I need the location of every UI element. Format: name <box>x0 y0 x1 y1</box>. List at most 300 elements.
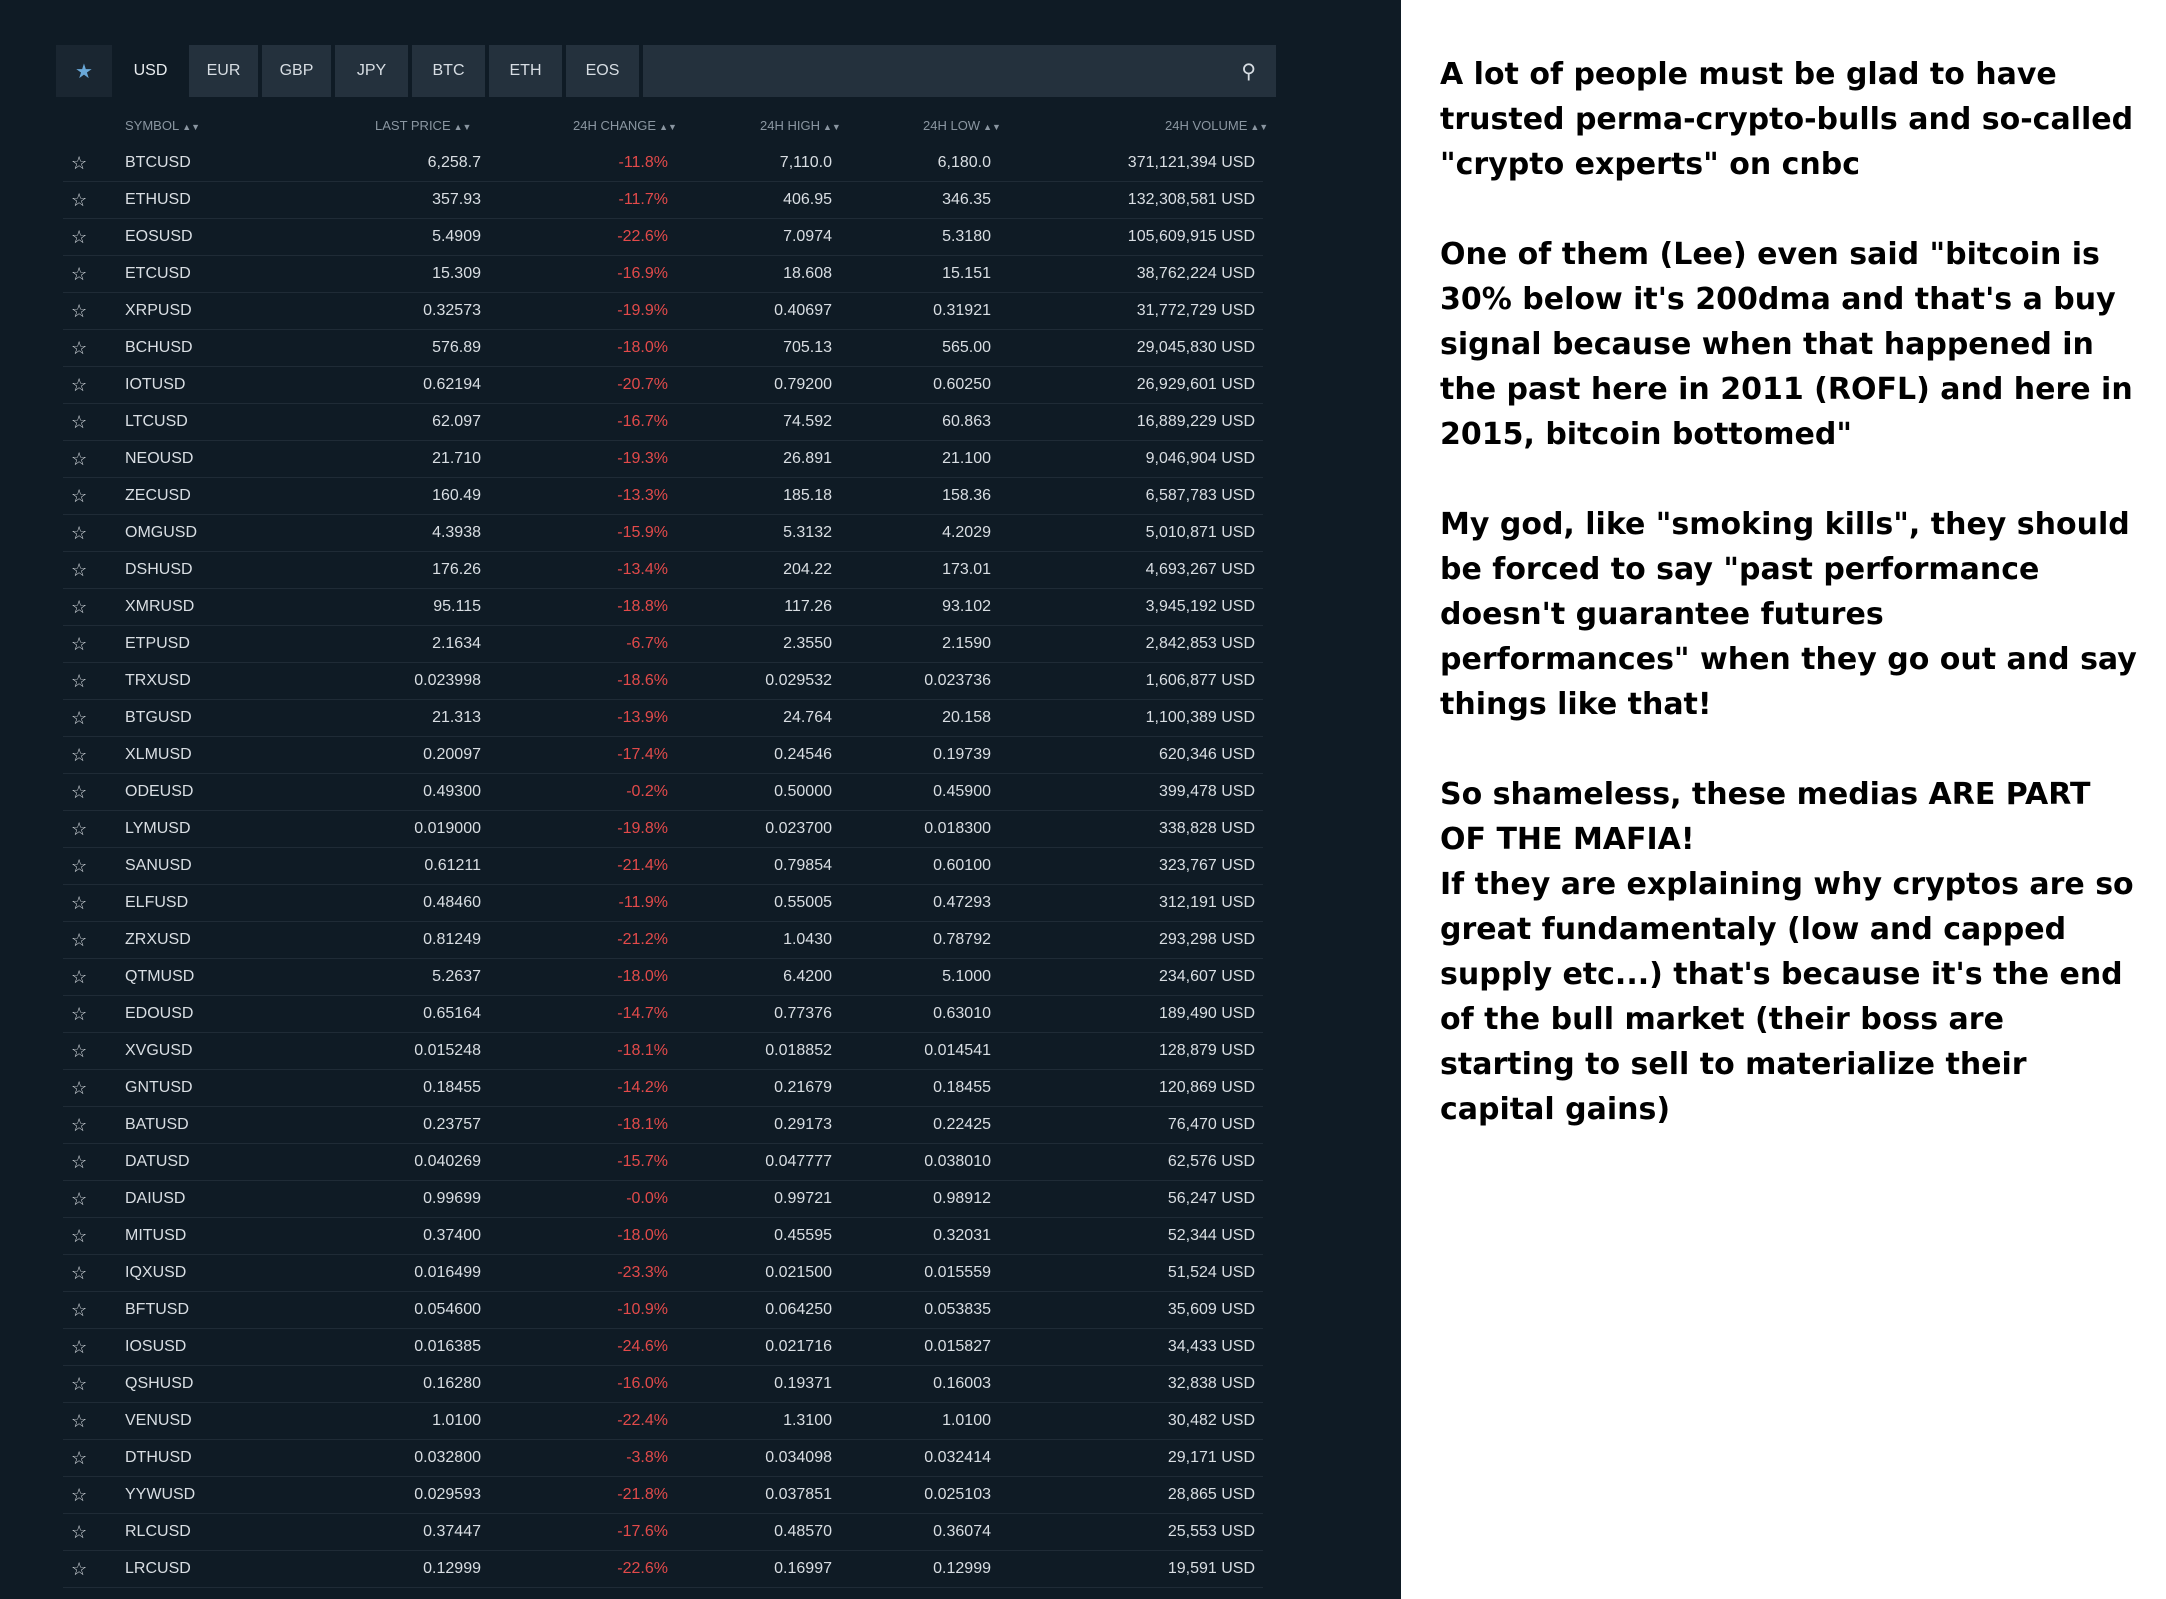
volume-cell: 62,576 USD <box>1167 1153 1255 1170</box>
symbol-cell: TRXUSD <box>125 672 191 689</box>
high-cell: 185.18 <box>783 487 832 504</box>
high-cell: 0.48570 <box>774 1523 832 1540</box>
volume-cell: 323,767 USD <box>1158 857 1255 874</box>
table-row[interactable] <box>63 663 1263 700</box>
header-last-price[interactable] <box>375 118 471 133</box>
tab-btc[interactable] <box>412 45 485 97</box>
table-row[interactable] <box>63 1403 1263 1440</box>
volume-cell: 3,945,192 USD <box>1145 598 1255 615</box>
favorite-star-icon[interactable]: ☆ <box>71 338 88 358</box>
last-price-cell: 0.37400 <box>423 1227 481 1244</box>
ticker-table <box>63 145 1263 1588</box>
last-price-cell: 0.37447 <box>423 1523 481 1540</box>
table-row[interactable] <box>63 1218 1263 1255</box>
high-cell: 1.0430 <box>783 931 832 948</box>
symbol-cell: ODEUSD <box>125 783 194 800</box>
tab-label: EUR <box>206 62 241 79</box>
tab-eth[interactable] <box>489 45 562 97</box>
last-price-cell: 0.18455 <box>423 1079 481 1096</box>
favorite-star-icon[interactable]: ☆ <box>71 190 88 210</box>
last-price-cell: 0.65164 <box>423 1005 481 1022</box>
change-cell: -11.8% <box>618 154 668 171</box>
table-row[interactable] <box>63 848 1263 885</box>
favorite-star-icon[interactable]: ☆ <box>71 1522 88 1542</box>
favorite-star-icon[interactable]: ☆ <box>71 1300 88 1320</box>
volume-cell: 1,606,877 USD <box>1145 672 1255 689</box>
change-cell: -14.2% <box>617 1079 668 1096</box>
high-cell: 7,110.0 <box>779 154 832 171</box>
volume-cell: 76,470 USD <box>1167 1116 1255 1133</box>
volume-cell: 31,772,729 USD <box>1136 302 1255 319</box>
last-price-cell: 5.2637 <box>432 968 481 985</box>
symbol-cell: ETPUSD <box>125 635 190 652</box>
tab-label: EOS <box>585 62 620 79</box>
volume-cell: 19,591 USD <box>1167 1560 1255 1577</box>
favorite-star-icon[interactable]: ☆ <box>71 153 88 173</box>
table-row[interactable] <box>63 1329 1263 1366</box>
change-cell: -11.7% <box>618 191 668 208</box>
high-cell: 0.40697 <box>774 302 832 319</box>
low-cell: 60.863 <box>942 413 991 430</box>
last-price-cell: 0.032800 <box>414 1449 481 1466</box>
sort-icon: ▲▼ <box>822 122 841 132</box>
favorite-star-icon[interactable]: ☆ <box>71 597 88 617</box>
favorite-star-icon[interactable]: ☆ <box>71 782 88 802</box>
volume-cell: 189,490 USD <box>1158 1005 1255 1022</box>
tab-label: ETH <box>509 62 542 79</box>
symbol-cell: DAIUSD <box>125 1190 186 1207</box>
high-cell: 26.891 <box>783 450 832 467</box>
last-price-cell: 2.1634 <box>432 635 481 652</box>
table-row[interactable] <box>63 589 1263 626</box>
table-row[interactable] <box>63 774 1263 811</box>
low-cell: 0.78792 <box>933 931 991 948</box>
favorite-star-icon[interactable]: ☆ <box>71 1041 88 1061</box>
table-row[interactable] <box>63 626 1263 663</box>
volume-cell: 9,046,904 USD <box>1145 450 1255 467</box>
table-row[interactable] <box>63 959 1263 996</box>
last-price-cell: 0.32573 <box>423 302 481 319</box>
high-cell: 18.608 <box>783 265 832 282</box>
high-cell: 0.79854 <box>774 857 832 874</box>
symbol-cell: BATUSD <box>125 1116 189 1133</box>
table-row[interactable] <box>63 1292 1263 1329</box>
last-price-cell: 21.710 <box>432 450 481 467</box>
last-price-cell: 62.097 <box>432 413 481 430</box>
last-price-cell: 1.0100 <box>432 1412 481 1429</box>
symbol-cell: LRCUSD <box>125 1560 191 1577</box>
paragraph-3: My god, like "smoking kills", they should be forced to say "past performance doesn't guarantee futures performances" when they go out and say things like that! <box>1440 507 2137 722</box>
sort-icon: ▲▼ <box>453 122 472 132</box>
favorite-star-icon[interactable]: ☆ <box>71 893 88 913</box>
currency-tabs <box>56 45 1276 97</box>
table-row[interactable] <box>63 811 1263 848</box>
volume-cell: 2,842,853 USD <box>1145 635 1255 652</box>
low-cell: 0.36074 <box>933 1523 991 1540</box>
low-cell: 0.12999 <box>933 1560 991 1577</box>
table-row[interactable] <box>63 1144 1263 1181</box>
table-row[interactable] <box>63 256 1263 293</box>
change-cell: -18.0% <box>617 1227 668 1244</box>
symbol-cell: ELFUSD <box>125 894 189 911</box>
change-cell: -23.3% <box>617 1264 668 1281</box>
header-24h-volume[interactable] <box>1165 118 1268 133</box>
last-price-cell: 0.12999 <box>423 1560 481 1577</box>
favorite-star-icon[interactable]: ☆ <box>71 375 88 395</box>
low-cell: 1.0100 <box>942 1412 991 1429</box>
volume-cell: 29,045,830 USD <box>1136 339 1255 356</box>
volume-cell: 1,100,389 USD <box>1145 709 1255 726</box>
last-price-cell: 0.054600 <box>414 1301 481 1318</box>
change-cell: -18.0% <box>617 339 668 356</box>
favorite-star-icon[interactable]: ☆ <box>71 967 88 987</box>
high-cell: 74.592 <box>783 413 832 430</box>
change-cell: -22.6% <box>617 1560 668 1577</box>
table-row[interactable] <box>63 1107 1263 1144</box>
volume-cell: 56,247 USD <box>1167 1190 1255 1207</box>
volume-cell: 120,869 USD <box>1158 1079 1255 1096</box>
favorite-star-icon[interactable]: ☆ <box>71 227 88 247</box>
favorite-star-icon[interactable]: ☆ <box>71 560 88 580</box>
sort-icon: ▲▼ <box>1250 122 1269 132</box>
search-icon[interactable]: ⚲ <box>1241 61 1256 83</box>
volume-cell: 399,478 USD <box>1158 783 1255 800</box>
favorite-star-icon[interactable]: ☆ <box>71 523 88 543</box>
tab-label: BTC <box>432 62 465 79</box>
table-row[interactable] <box>63 1033 1263 1070</box>
favorite-star-icon[interactable]: ☆ <box>71 856 88 876</box>
change-cell: -21.4% <box>617 857 668 874</box>
high-cell: 5.3132 <box>783 524 832 541</box>
favorite-star-icon[interactable]: ☆ <box>71 1189 88 1209</box>
change-cell: -21.2% <box>617 931 668 948</box>
last-price-cell: 0.81249 <box>423 931 481 948</box>
low-cell: 15.151 <box>942 265 991 282</box>
high-cell: 6.4200 <box>783 968 832 985</box>
table-row[interactable] <box>63 330 1263 367</box>
low-cell: 0.60100 <box>933 857 991 874</box>
last-price-cell: 160.49 <box>432 487 481 504</box>
volume-cell: 132,308,581 USD <box>1127 191 1255 208</box>
high-cell: 0.55005 <box>774 894 832 911</box>
favorite-star-icon[interactable]: ☆ <box>71 1448 88 1468</box>
table-row[interactable] <box>63 1366 1263 1403</box>
favorite-star-icon[interactable]: ☆ <box>71 1115 88 1135</box>
last-price-cell: 0.015248 <box>414 1042 481 1059</box>
symbol-cell: YYWUSD <box>125 1486 196 1503</box>
change-cell: -16.9% <box>617 265 668 282</box>
favorite-star-icon[interactable]: ☆ <box>71 1559 88 1579</box>
high-cell: 2.3550 <box>783 635 832 652</box>
change-cell: -0.2% <box>626 783 668 800</box>
paragraph-4: So shameless, these medias ARE PART OF THE MAFIA! <box>1440 777 2091 857</box>
change-cell: -13.9% <box>617 709 668 726</box>
volume-cell: 371,121,394 USD <box>1127 154 1255 171</box>
symbol-cell: DATUSD <box>125 1153 190 1170</box>
change-cell: -16.7% <box>617 413 668 430</box>
volume-cell: 26,929,601 USD <box>1136 376 1255 393</box>
paragraph-5: If they are explaining why cryptos are so great fundamentaly (low and capped supply etc...) that's because it's the end of the bull market (their boss are starting to sell to materialize their capital gains) <box>1440 867 2134 1127</box>
low-cell: 93.102 <box>942 598 991 615</box>
low-cell: 4.2029 <box>942 524 991 541</box>
table-row[interactable] <box>63 1477 1263 1514</box>
symbol-cell: DSHUSD <box>125 561 193 578</box>
last-price-cell: 357.93 <box>432 191 481 208</box>
symbol-cell: BTCUSD <box>125 154 191 171</box>
low-cell: 0.22425 <box>933 1116 991 1133</box>
last-price-cell: 0.016385 <box>414 1338 481 1355</box>
low-cell: 0.98912 <box>933 1190 991 1207</box>
volume-cell: 51,524 USD <box>1167 1264 1255 1281</box>
volume-cell: 28,865 USD <box>1167 1486 1255 1503</box>
high-cell: 0.24546 <box>774 746 832 763</box>
tab-gbp[interactable] <box>262 45 331 97</box>
symbol-cell: XVGUSD <box>125 1042 193 1059</box>
low-cell: 0.015827 <box>924 1338 991 1355</box>
high-cell: 0.29173 <box>774 1116 832 1133</box>
commentary <box>1440 52 2140 1132</box>
low-cell: 21.100 <box>942 450 991 467</box>
table-row[interactable] <box>63 922 1263 959</box>
change-cell: -18.1% <box>617 1042 668 1059</box>
symbol-cell: IOTUSD <box>125 376 186 393</box>
header-24h-high[interactable] <box>760 118 841 133</box>
header-label: 24H VOLUME <box>1165 118 1248 133</box>
high-cell: 0.21679 <box>774 1079 832 1096</box>
low-cell: 0.18455 <box>933 1079 991 1096</box>
high-cell: 0.45595 <box>774 1227 832 1244</box>
favorite-star-icon[interactable]: ☆ <box>71 1078 88 1098</box>
paragraph-1: A lot of people must be glad to have trusted perma-crypto-bulls and so-called "crypto experts" on cnbc <box>1440 57 2134 182</box>
high-cell: 0.16997 <box>774 1560 832 1577</box>
high-cell: 0.023700 <box>765 820 832 837</box>
symbol-cell: BFTUSD <box>125 1301 189 1318</box>
low-cell: 0.032414 <box>924 1449 991 1466</box>
high-cell: 24.764 <box>783 709 832 726</box>
change-cell: -18.1% <box>617 1116 668 1133</box>
low-cell: 0.015559 <box>924 1264 991 1281</box>
tab-label: GBP <box>279 62 314 79</box>
favorite-star-icon[interactable]: ☆ <box>71 1263 88 1283</box>
last-price-cell: 0.48460 <box>423 894 481 911</box>
favorite-star-icon[interactable]: ☆ <box>71 930 88 950</box>
last-price-cell: 0.016499 <box>414 1264 481 1281</box>
table-row[interactable] <box>63 1070 1263 1107</box>
favorite-star-icon[interactable]: ☆ <box>71 1004 88 1024</box>
symbol-cell: RLCUSD <box>125 1523 191 1540</box>
volume-cell: 5,010,871 USD <box>1145 524 1255 541</box>
table-row[interactable] <box>63 996 1263 1033</box>
last-price-cell: 6,258.7 <box>427 154 481 171</box>
low-cell: 0.63010 <box>933 1005 991 1022</box>
table-row[interactable] <box>63 145 1263 182</box>
table-row[interactable] <box>63 1514 1263 1551</box>
favorite-star-icon[interactable]: ☆ <box>71 671 88 691</box>
table-row[interactable] <box>63 478 1263 515</box>
last-price-cell: 576.89 <box>432 339 481 356</box>
star-icon: ★ <box>75 60 93 83</box>
header-label: LAST PRICE <box>375 118 451 133</box>
volume-cell: 4,693,267 USD <box>1145 561 1255 578</box>
symbol-cell: IOSUSD <box>125 1338 187 1355</box>
sort-icon: ▲▼ <box>659 122 677 132</box>
low-cell: 0.31921 <box>933 302 991 319</box>
symbol-cell: NEOUSD <box>125 450 194 467</box>
paragraph-2: One of them (Lee) even said "bitcoin is 30% below it's 200dma and that's a buy signal because when that happened in the past here in 2011 (ROFL) and here in 2015, bitcoin bottomed" <box>1440 237 2133 452</box>
favorite-star-icon[interactable]: ☆ <box>71 301 88 321</box>
volume-cell: 29,171 USD <box>1167 1449 1255 1466</box>
low-cell: 0.025103 <box>924 1486 991 1503</box>
volume-cell: 32,838 USD <box>1167 1375 1255 1392</box>
high-cell: 0.018852 <box>765 1042 832 1059</box>
last-price-cell: 5.4909 <box>432 228 481 245</box>
tab-eos[interactable] <box>566 45 639 97</box>
favorite-star-icon[interactable]: ☆ <box>71 412 88 432</box>
last-price-cell: 0.23757 <box>423 1116 481 1133</box>
table-row[interactable] <box>63 1181 1263 1218</box>
change-cell: -19.3% <box>617 450 668 467</box>
last-price-cell: 0.20097 <box>423 746 481 763</box>
change-cell: -14.7% <box>617 1005 668 1022</box>
change-cell: -13.4% <box>617 561 668 578</box>
symbol-cell: VENUSD <box>125 1412 192 1429</box>
table-row[interactable] <box>63 515 1263 552</box>
change-cell: -16.0% <box>617 1375 668 1392</box>
sort-icon: ▲▼ <box>983 122 1001 132</box>
table-row[interactable] <box>63 885 1263 922</box>
search-input[interactable] <box>643 45 1276 97</box>
table-row[interactable] <box>63 182 1263 219</box>
low-cell: 0.16003 <box>933 1375 991 1392</box>
tab-usd[interactable] <box>116 45 185 97</box>
high-cell: 0.021500 <box>765 1264 832 1281</box>
favorite-star-icon[interactable]: ☆ <box>71 486 88 506</box>
header-symbol[interactable] <box>125 118 200 133</box>
low-cell: 2.1590 <box>942 635 991 652</box>
volume-cell: 312,191 USD <box>1158 894 1255 911</box>
low-cell: 0.053835 <box>924 1301 991 1318</box>
high-cell: 0.037851 <box>765 1486 832 1503</box>
favorite-star-icon[interactable]: ☆ <box>71 708 88 728</box>
change-cell: -0.0% <box>626 1190 668 1207</box>
volume-cell: 234,607 USD <box>1158 968 1255 985</box>
volume-cell: 35,609 USD <box>1167 1301 1255 1318</box>
high-cell: 0.77376 <box>774 1005 832 1022</box>
change-cell: -20.7% <box>617 376 668 393</box>
tab-jpy[interactable] <box>335 45 408 97</box>
favorite-star-icon[interactable]: ☆ <box>71 1226 88 1246</box>
sort-icon: ▲▼ <box>182 122 201 132</box>
table-row[interactable] <box>63 1551 1263 1588</box>
symbol-cell: ETCUSD <box>125 265 191 282</box>
change-cell: -15.9% <box>617 524 668 541</box>
volume-cell: 30,482 USD <box>1167 1412 1255 1429</box>
low-cell: 0.32031 <box>933 1227 991 1244</box>
favorite-star-icon[interactable]: ☆ <box>71 1152 88 1172</box>
favorite-star-icon[interactable]: ☆ <box>71 819 88 839</box>
volume-cell: 105,609,915 USD <box>1127 228 1255 245</box>
low-cell: 5.3180 <box>942 228 991 245</box>
favorite-star-icon[interactable]: ☆ <box>71 745 88 765</box>
high-cell: 7.0974 <box>783 228 832 245</box>
change-cell: -3.8% <box>626 1449 668 1466</box>
table-row[interactable] <box>63 700 1263 737</box>
table-row[interactable] <box>63 293 1263 330</box>
header-label: SYMBOL <box>125 118 180 133</box>
symbol-cell: GNTUSD <box>125 1079 193 1096</box>
change-cell: -15.7% <box>617 1153 668 1170</box>
volume-cell: 25,553 USD <box>1167 1523 1255 1540</box>
volume-cell: 38,762,224 USD <box>1136 265 1255 282</box>
symbol-cell: IQXUSD <box>125 1264 187 1281</box>
volume-cell: 128,879 USD <box>1158 1042 1255 1059</box>
symbol-cell: LYMUSD <box>125 820 191 837</box>
header-24h-change[interactable] <box>573 118 677 133</box>
table-row[interactable] <box>63 1440 1263 1477</box>
low-cell: 0.19739 <box>933 746 991 763</box>
change-cell: -18.0% <box>617 968 668 985</box>
table-row[interactable] <box>63 219 1263 256</box>
tab-eur[interactable] <box>189 45 258 97</box>
favorite-star-icon[interactable]: ☆ <box>71 264 88 284</box>
change-cell: -22.6% <box>617 228 668 245</box>
symbol-cell: OMGUSD <box>125 524 197 541</box>
table-row[interactable] <box>63 404 1263 441</box>
header-24h-low[interactable] <box>923 118 1001 133</box>
last-price-cell: 0.040269 <box>414 1153 481 1170</box>
low-cell: 346.35 <box>942 191 991 208</box>
change-cell: -24.6% <box>617 1338 668 1355</box>
favorite-star-icon[interactable]: ☆ <box>71 1411 88 1431</box>
low-cell: 0.014541 <box>924 1042 991 1059</box>
header-label: 24H LOW <box>923 118 981 133</box>
symbol-cell: QTMUSD <box>125 968 195 985</box>
low-cell: 0.018300 <box>924 820 991 837</box>
header-label: 24H HIGH <box>760 118 820 133</box>
symbol-cell: MITUSD <box>125 1227 187 1244</box>
symbol-cell: ZRXUSD <box>125 931 191 948</box>
change-cell: -11.9% <box>618 894 668 911</box>
table-row[interactable] <box>63 552 1263 589</box>
favorites-tab[interactable] <box>56 45 112 97</box>
last-price-cell: 0.62194 <box>423 376 481 393</box>
favorite-star-icon[interactable]: ☆ <box>71 1337 88 1357</box>
table-row[interactable] <box>63 1255 1263 1292</box>
last-price-cell: 95.115 <box>433 598 481 615</box>
volume-cell: 6,587,783 USD <box>1145 487 1255 504</box>
low-cell: 20.158 <box>942 709 991 726</box>
favorite-star-icon[interactable]: ☆ <box>71 634 88 654</box>
favorite-star-icon[interactable]: ☆ <box>71 449 88 469</box>
table-row[interactable] <box>63 737 1263 774</box>
table-row[interactable] <box>63 441 1263 478</box>
symbol-cell: LTCUSD <box>125 413 188 430</box>
favorite-star-icon[interactable]: ☆ <box>71 1374 88 1394</box>
change-cell: -6.7% <box>626 635 668 652</box>
table-row[interactable] <box>63 367 1263 404</box>
volume-cell: 338,828 USD <box>1158 820 1255 837</box>
favorite-star-icon[interactable]: ☆ <box>71 1485 88 1505</box>
high-cell: 0.19371 <box>774 1375 832 1392</box>
symbol-cell: ETHUSD <box>125 191 191 208</box>
low-cell: 565.00 <box>942 339 991 356</box>
change-cell: -21.8% <box>617 1486 668 1503</box>
last-price-cell: 0.49300 <box>423 783 481 800</box>
change-cell: -10.9% <box>617 1301 668 1318</box>
symbol-cell: SANUSD <box>125 857 192 874</box>
low-cell: 0.038010 <box>924 1153 991 1170</box>
high-cell: 0.029532 <box>765 672 832 689</box>
